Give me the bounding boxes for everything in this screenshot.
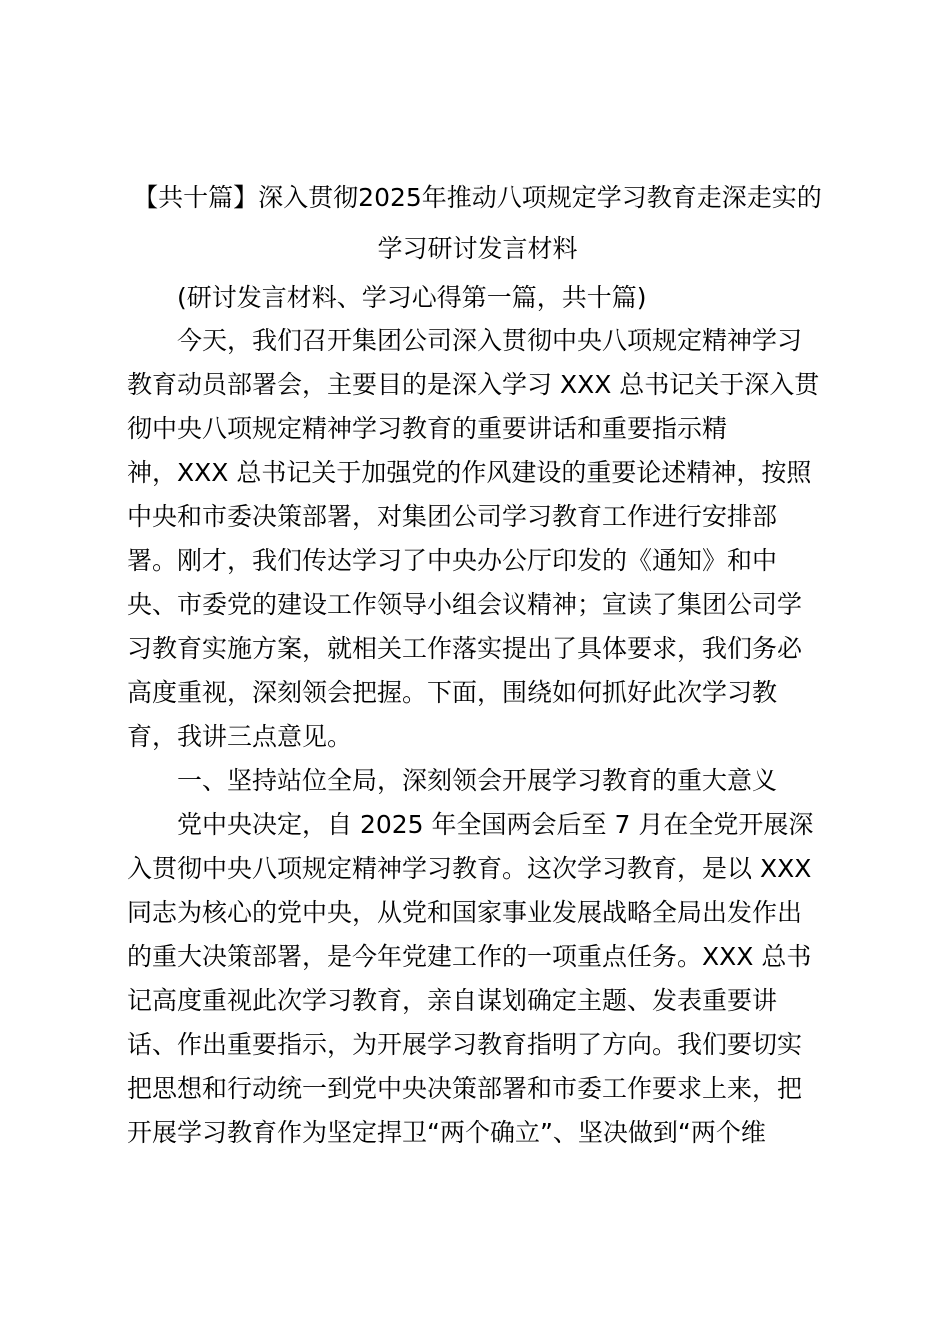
paragraph-line: 把思想和行动统一到党中央决策部署和市委工作要求上来，把 — [127, 1074, 803, 1103]
paragraph-line: 育，我讲三点意见。 — [127, 722, 353, 751]
paragraph-line: 话、作出重要指示，为开展学习教育指明了方向。我们要切实 — [127, 1030, 803, 1059]
paragraph-line: 今天，我们召开集团公司深入贯彻中央八项规定精神学习 — [177, 326, 803, 355]
paragraph-line: 记高度重视此次学习教育，亲自谋划确定主题、发表重要讲 — [127, 986, 778, 1015]
paragraph-line: 央、市委党的建设工作领导小组会议精神；宣读了集团公司学 — [127, 590, 803, 619]
paragraph-line: 同志为核心的党中央，从党和国家事业发展战略全局出发作出 — [127, 898, 803, 927]
paragraph-line: 教育动员部署会，主要目的是深入学习 XXX 总书记关于深入贯 — [127, 370, 820, 399]
paragraph-line: 署。刚才，我们传达学习了中央办公厅印发的《通知》和中 — [127, 546, 778, 575]
paragraph-line: 开展学习教育作为坚定捍卫“两个确立”、坚决做到“两个维 — [127, 1118, 766, 1147]
paragraph-line: 神，XXX 总书记关于加强党的作风建设的重要论述精神，按照 — [127, 458, 812, 487]
paragraph-line: 彻中央八项规定精神学习教育的重要讲话和重要指示精 — [127, 414, 728, 443]
paragraph-line: 中央和市委决策部署，对集团公司学习教育工作进行安排部 — [127, 502, 778, 531]
paragraph-line: 习教育实施方案，就相关工作落实提出了具体要求，我们务必 — [127, 634, 803, 663]
paragraph-line: 入贯彻中央八项规定精神学习教育。这次学习教育，是以 XXX — [127, 854, 812, 883]
paragraph-line: 高度重视，深刻领会把握。下面，围绕如何抓好此次学习教 — [127, 678, 778, 707]
subtitle-note: (研讨发言材料、学习心得第一篇，共十篇) — [177, 283, 647, 312]
document-title-line-2: 学习研讨发言材料 — [377, 234, 578, 263]
paragraph-line: 党中央决定，自 2025 年全国两会后至 7 月在全党开展深 — [177, 810, 814, 839]
section-heading: 一、坚持站位全局，深刻领会开展学习教育的重大意义 — [177, 766, 778, 795]
paragraph-line: 的重大决策部署，是今年党建工作的一项重点任务。XXX 总书 — [127, 942, 812, 971]
document-title-line-1: 【共十篇】深入贯彻2025年推动八项规定学习教育走深走实的 — [133, 183, 822, 212]
